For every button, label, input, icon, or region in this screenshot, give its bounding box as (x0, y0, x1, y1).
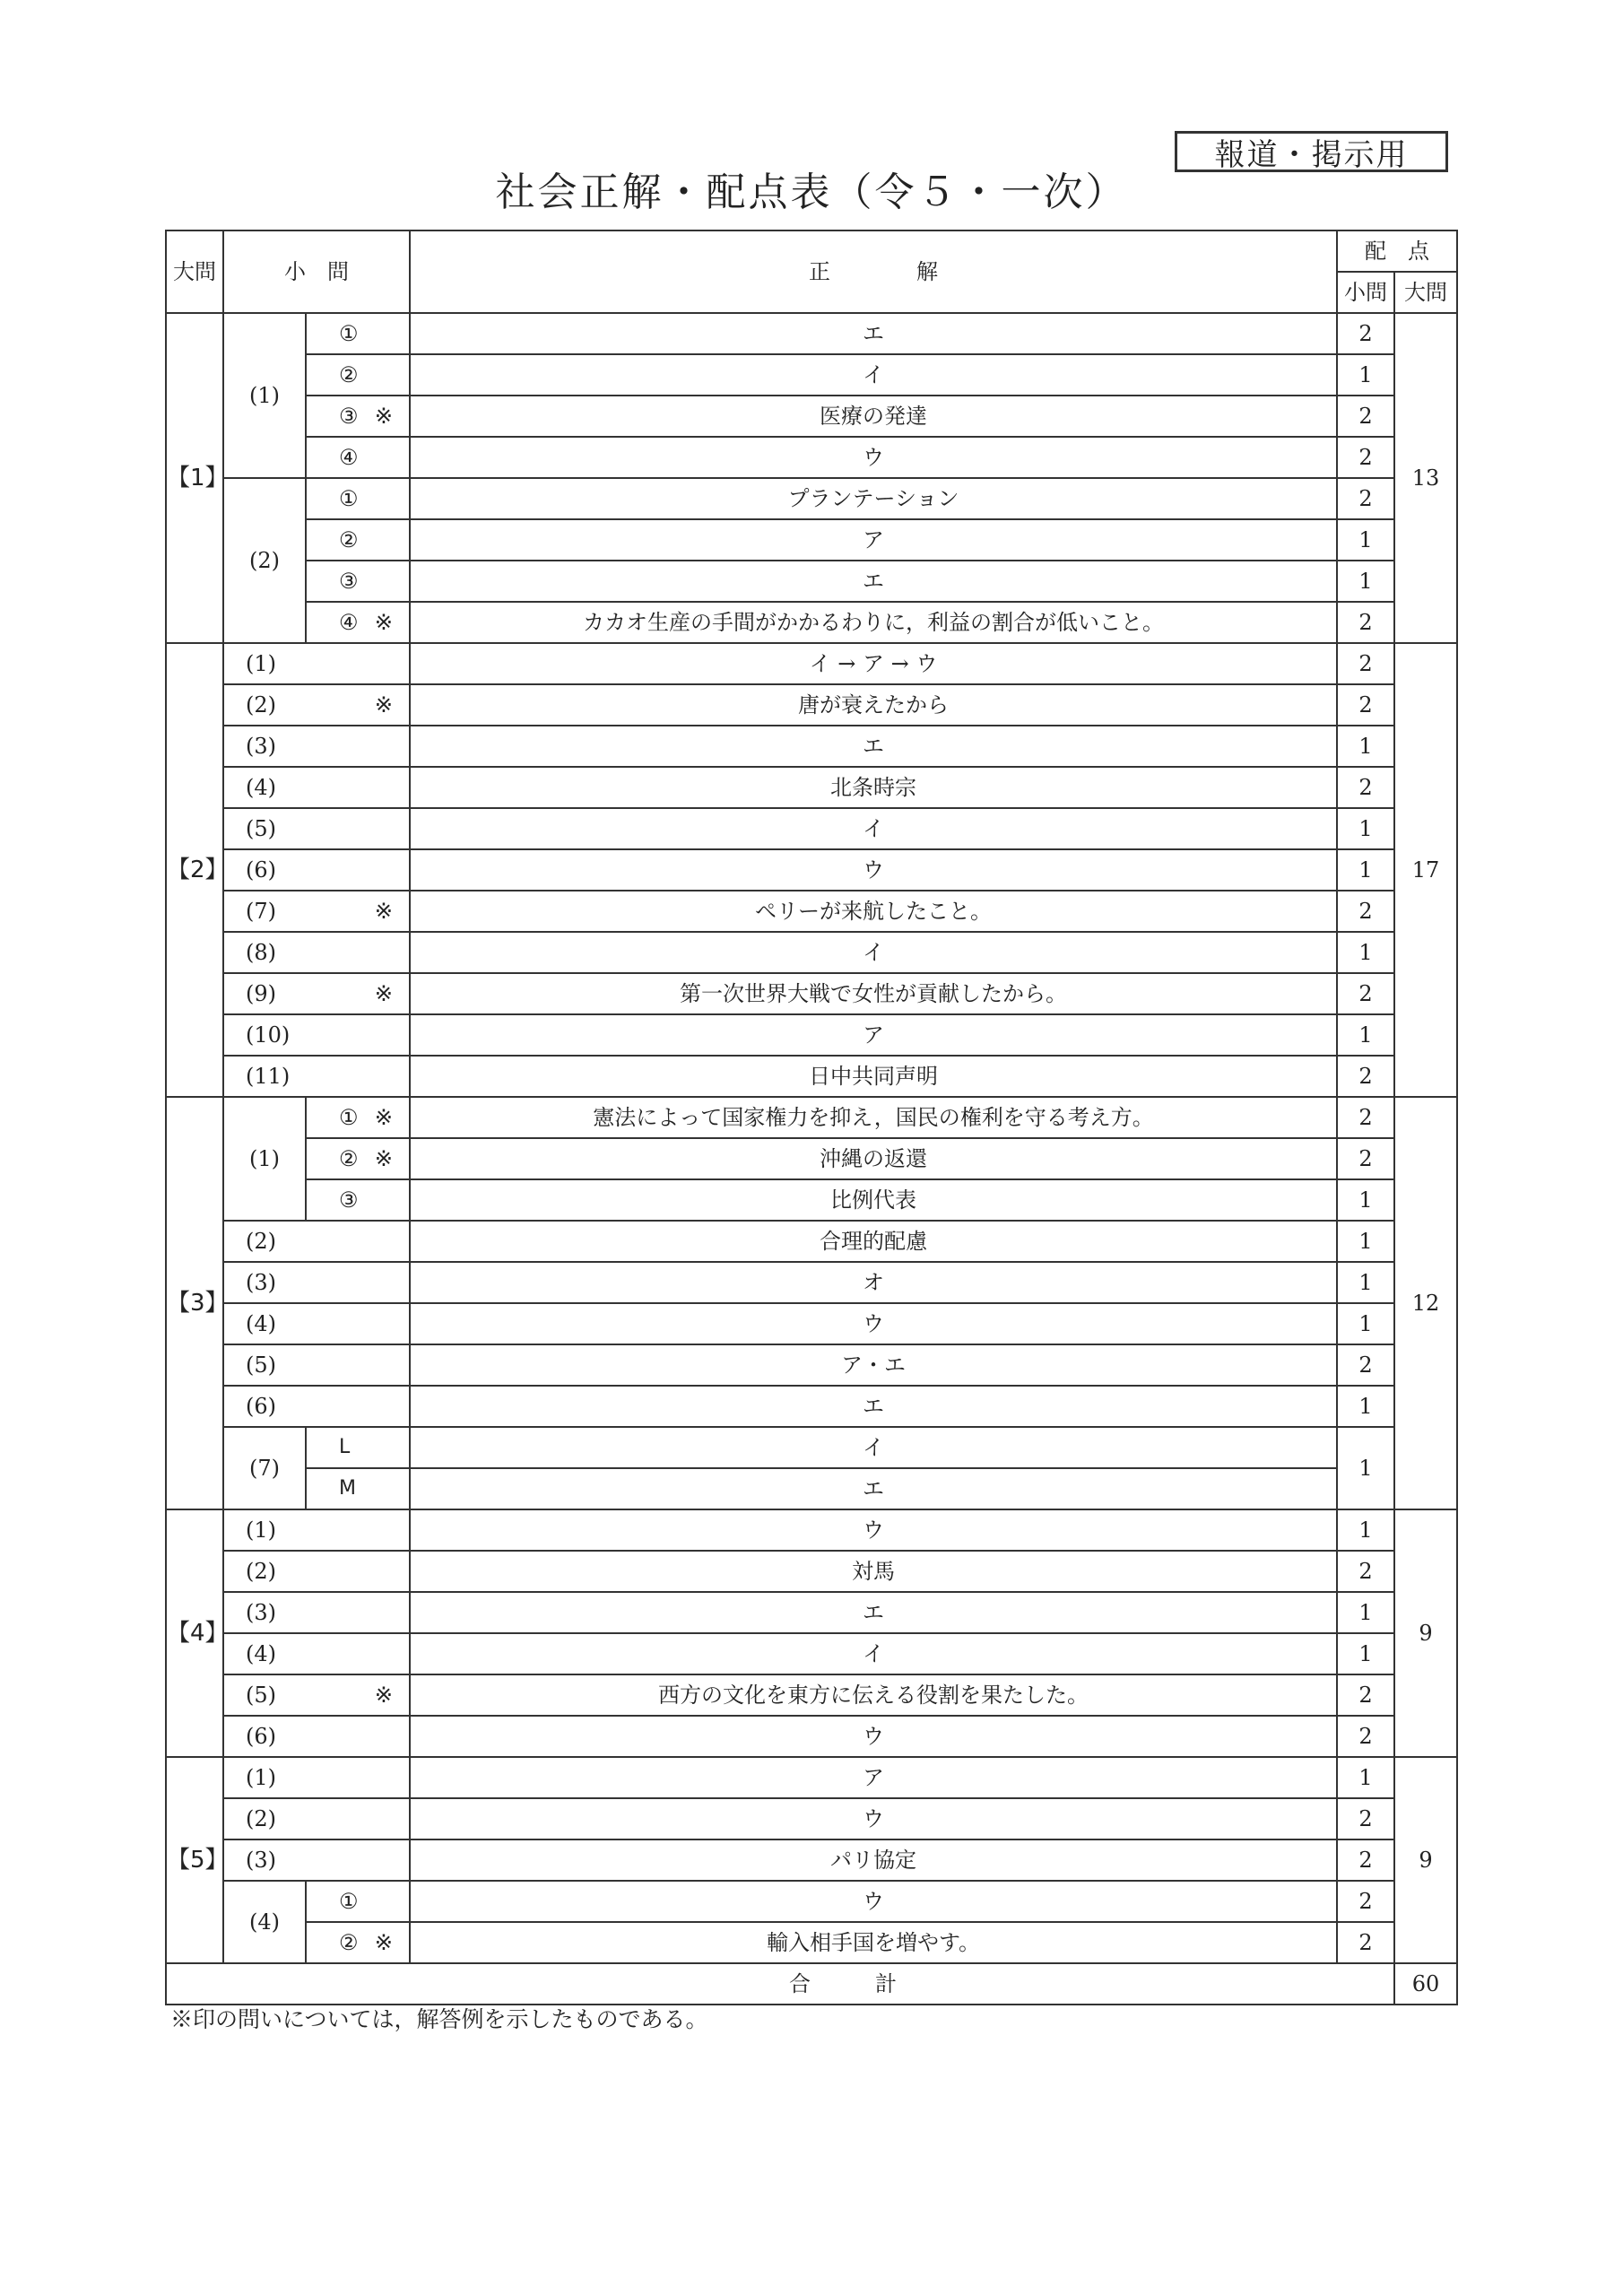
points-cell: 2 (1337, 684, 1394, 726)
sub-number: (5) (246, 1352, 276, 1378)
sub-cell (223, 808, 410, 849)
sub-cell (306, 354, 410, 396)
sub-cell (223, 726, 410, 767)
answer-cell: ウ (410, 1303, 1337, 1344)
sub-number: (3) (246, 1848, 276, 1873)
table-row (166, 1386, 1457, 1427)
points-cell: 1 (1337, 1014, 1394, 1056)
group-label: (2) (223, 478, 306, 643)
total-label: 合 計 (166, 1963, 1394, 2005)
sub-number: (1) (246, 1765, 276, 1790)
section-label: 【5】 (166, 1757, 223, 1963)
sub-number: (11) (246, 1064, 291, 1089)
answer-cell: 憲法によって国家権力を抑え，国民の権利を守る考え方。 (410, 1097, 1337, 1138)
points-cell: 2 (1337, 396, 1394, 437)
sub-cell (223, 767, 410, 808)
answer-cell: 対馬 (410, 1551, 1337, 1592)
answer-cell: ア (410, 1014, 1337, 1056)
points-cell: 2 (1337, 767, 1394, 808)
answer-cell: 西方の文化を東方に伝える役割を果たした。 (410, 1674, 1337, 1716)
points-cell: 1 (1337, 849, 1394, 891)
points-cell: 2 (1337, 1344, 1394, 1386)
table-row (166, 767, 1457, 808)
section-total: 12 (1394, 1097, 1457, 1509)
points-cell: 1 (1337, 1592, 1394, 1633)
sub-number: ② (339, 362, 359, 387)
sub-cell (306, 437, 410, 478)
example-mark: ※ (374, 899, 393, 924)
answer-cell: 合理的配慮 (410, 1221, 1337, 1262)
table-row (166, 354, 1457, 396)
sub-number: (9) (246, 981, 276, 1006)
points-cell: 2 (1337, 1551, 1394, 1592)
table-row (166, 849, 1457, 891)
example-mark: ※ (374, 1105, 393, 1130)
sub-cell (223, 643, 410, 684)
sub-cell (223, 1262, 410, 1303)
answer-cell: 比例代表 (410, 1179, 1337, 1221)
points-cell: 1 (1337, 1509, 1394, 1551)
section-total: 9 (1394, 1509, 1457, 1757)
sub-number: (2) (246, 1559, 276, 1584)
sub-number: (2) (246, 1229, 276, 1254)
points-cell: 1 (1337, 932, 1394, 973)
answer-cell: エ (410, 1386, 1337, 1427)
points-cell: 2 (1337, 1716, 1394, 1757)
sub-cell (306, 396, 410, 437)
page-title: 社会正解・配点表（令５・一次） (495, 170, 1128, 215)
sub-number: (2) (246, 1806, 276, 1831)
answer-cell: ウ (410, 1716, 1337, 1757)
points-cell: 2 (1337, 1097, 1394, 1138)
points-cell: 2 (1337, 1674, 1394, 1716)
answer-cell: 唐が衰えたから (410, 684, 1337, 726)
table-row (166, 478, 1457, 519)
table-row (166, 1592, 1457, 1633)
sub-number: (4) (246, 1641, 276, 1666)
sub-cell (223, 1344, 410, 1386)
answer-cell: カカオ生産の手間がかかるわりに，利益の割合が低いこと。 (410, 602, 1337, 643)
answer-cell: ア・エ (410, 1344, 1337, 1386)
points-cell: 1 (1337, 561, 1394, 602)
sub-cell (223, 1633, 410, 1674)
table-row (166, 1262, 1457, 1303)
header-row (166, 230, 1457, 272)
section-label: 【2】 (166, 643, 223, 1097)
sub-cell (223, 1674, 410, 1716)
answer-cell: イ (410, 1427, 1337, 1468)
points-cell: 2 (1337, 891, 1394, 932)
table-row (166, 1757, 1457, 1798)
table-row (166, 1097, 1457, 1138)
sub-number: ③ (339, 569, 359, 594)
sub-number: ③ (339, 404, 359, 429)
sub-cell (223, 1592, 410, 1633)
sub-cell (223, 1303, 410, 1344)
answer-cell: 沖縄の返還 (410, 1138, 1337, 1179)
table-row (166, 891, 1457, 932)
table-row (166, 1179, 1457, 1221)
points-cell: 1 (1337, 726, 1394, 767)
sub-cell (306, 1179, 410, 1221)
sub-number: (5) (246, 1683, 276, 1708)
sub-cell (306, 478, 410, 519)
points-cell: 2 (1337, 1056, 1394, 1097)
table-row (166, 1056, 1457, 1097)
sub-cell (223, 1839, 410, 1881)
section-total: 17 (1394, 643, 1457, 1097)
sub-cell (223, 1757, 410, 1798)
sub-cell (306, 602, 410, 643)
table-row (166, 808, 1457, 849)
points-cell: 1 (1337, 1427, 1394, 1509)
sub-number: (1) (246, 1518, 276, 1543)
answer-cell: イ (410, 354, 1337, 396)
table-row (166, 1344, 1457, 1386)
answer-cell: エ (410, 561, 1337, 602)
answer-cell: イ (410, 932, 1337, 973)
sub-cell-l (306, 1427, 410, 1468)
group-label: (1) (223, 1097, 306, 1221)
table-row (166, 1716, 1457, 1757)
header-daimon-pts: 大問 (1394, 272, 1457, 313)
table-row (166, 1674, 1457, 1716)
sub-number: (1) (246, 651, 276, 676)
points-cell: 2 (1337, 437, 1394, 478)
sub-number: ④ (339, 610, 359, 635)
example-mark: ※ (374, 1146, 393, 1171)
sub-cell (223, 1386, 410, 1427)
points-cell: 2 (1337, 1138, 1394, 1179)
points-cell: 1 (1337, 1221, 1394, 1262)
sub-number: ① (339, 1889, 359, 1914)
table-row (166, 1303, 1457, 1344)
points-cell: 2 (1337, 1881, 1394, 1922)
table-row (166, 1881, 1457, 1922)
sub-cell (223, 891, 410, 932)
example-mark: ※ (374, 404, 393, 429)
section-label: 【3】 (166, 1097, 223, 1509)
header-seikai: 正 解 (410, 230, 1337, 313)
table-row (166, 1551, 1457, 1592)
points-cell: 2 (1337, 1922, 1394, 1963)
example-mark: ※ (374, 692, 393, 718)
answer-cell: イ (410, 808, 1337, 849)
sub-cell (306, 313, 410, 354)
answer-cell: 輸入相手国を増やす。 (410, 1922, 1337, 1963)
sub-number: (4) (246, 1311, 276, 1336)
sub-number: ② (339, 1930, 359, 1955)
table-row (166, 1014, 1457, 1056)
sub-cell (223, 1551, 410, 1592)
sub-cell (306, 1881, 410, 1922)
points-cell: 1 (1337, 519, 1394, 561)
sub-cell (306, 1097, 410, 1138)
example-mark: ※ (374, 1930, 393, 1955)
sub-cell (223, 1221, 410, 1262)
points-cell: 2 (1337, 313, 1394, 354)
group-label: (1) (223, 313, 306, 478)
points-cell: 1 (1337, 1179, 1394, 1221)
sub-number: ④ (339, 445, 359, 470)
sub-cell (223, 932, 410, 973)
table-row (166, 1633, 1457, 1674)
table-row (166, 519, 1457, 561)
sub-cell (306, 1138, 410, 1179)
points-cell: 1 (1337, 1262, 1394, 1303)
answer-cell: 第一次世界大戦で女性が貢献したから。 (410, 973, 1337, 1014)
sub-number: (3) (246, 734, 276, 759)
answer-cell: ペリーが来航したこと。 (410, 891, 1337, 932)
points-cell: 2 (1337, 1798, 1394, 1839)
header-haiten: 配 点 (1337, 230, 1457, 272)
table-row (166, 396, 1457, 437)
sub-cell (223, 973, 410, 1014)
sub-number: ① (339, 1105, 359, 1130)
sub-number: (5) (246, 816, 276, 841)
table-row (166, 1468, 1457, 1509)
answer-cell: ウ (410, 437, 1337, 478)
answer-cell: 医療の発達 (410, 396, 1337, 437)
sub-number: (6) (246, 857, 276, 883)
points-cell: 1 (1337, 808, 1394, 849)
sub-cell (306, 561, 410, 602)
sub-cell (223, 1056, 410, 1097)
sub-number: (4) (246, 775, 276, 800)
points-cell: 1 (1337, 1303, 1394, 1344)
points-cell: 1 (1337, 354, 1394, 396)
points-cell: 2 (1337, 478, 1394, 519)
header-shomon: 小 問 (223, 230, 410, 313)
example-mark: ※ (374, 981, 393, 1006)
sub-cell (223, 1014, 410, 1056)
sub-letter: M (339, 1477, 356, 1500)
group-label: (4) (223, 1881, 306, 1963)
sub-number: ② (339, 1146, 359, 1171)
points-cell: 2 (1337, 973, 1394, 1014)
answer-cell: オ (410, 1262, 1337, 1303)
sub-number: (8) (246, 940, 276, 965)
answer-cell: ウ (410, 1881, 1337, 1922)
sub-number: (10) (246, 1022, 291, 1048)
sub-cell (306, 519, 410, 561)
sub-cell-m (306, 1468, 410, 1509)
sub-number: (2) (246, 692, 276, 718)
sub-number: (3) (246, 1600, 276, 1625)
answer-cell: ウ (410, 1509, 1337, 1551)
distribution-badge: 報道・掲示用 (1175, 131, 1448, 172)
table-row (166, 1221, 1457, 1262)
table-row (166, 684, 1457, 726)
table-row (166, 1922, 1457, 1963)
points-cell: 2 (1337, 1839, 1394, 1881)
sub-cell (223, 1798, 410, 1839)
table-row (166, 1138, 1457, 1179)
answer-cell: プランテーション (410, 478, 1337, 519)
section-total: 9 (1394, 1757, 1457, 1963)
footnote: ※印の問いについては，解答例を示したものである。 (170, 2006, 708, 2032)
sub-number: (6) (246, 1394, 276, 1419)
table-row (166, 973, 1457, 1014)
sub-cell (223, 1509, 410, 1551)
section-total: 13 (1394, 313, 1457, 643)
points-cell: 1 (1337, 1633, 1394, 1674)
answer-cell: 日中共同声明 (410, 1056, 1337, 1097)
answer-cell: イ (410, 1633, 1337, 1674)
sub-number: (6) (246, 1724, 276, 1749)
sub-number: ① (339, 486, 359, 511)
table-row (166, 1509, 1457, 1551)
section-label: 【4】 (166, 1509, 223, 1757)
answer-cell: エ (410, 726, 1337, 767)
table-row (166, 602, 1457, 643)
table-row (166, 561, 1457, 602)
table-row (166, 643, 1457, 684)
sub-number: (3) (246, 1270, 276, 1295)
sub-number: ② (339, 527, 359, 552)
points-cell: 2 (1337, 643, 1394, 684)
table-row (166, 1798, 1457, 1839)
table-row (166, 932, 1457, 973)
sub-cell (223, 684, 410, 726)
table-row (166, 1427, 1457, 1468)
sub-number: ① (339, 321, 359, 346)
table-row (166, 437, 1457, 478)
answer-cell: ア (410, 1757, 1337, 1798)
points-cell: 2 (1337, 602, 1394, 643)
total-row (166, 1963, 1457, 2005)
answer-cell: エ (410, 313, 1337, 354)
sub-cell (223, 849, 410, 891)
group-label: (7) (223, 1427, 306, 1509)
table-row (166, 1839, 1457, 1881)
answer-cell: ウ (410, 849, 1337, 891)
total-value: 60 (1394, 1963, 1457, 2005)
header-daimon: 大問 (166, 230, 223, 313)
answer-cell: エ (410, 1592, 1337, 1633)
sub-number: (7) (246, 899, 276, 924)
points-cell: 1 (1337, 1386, 1394, 1427)
answer-cell: エ (410, 1468, 1337, 1509)
section-label: 【1】 (166, 313, 223, 643)
sub-cell (223, 1716, 410, 1757)
sub-number: ③ (339, 1187, 359, 1213)
sub-letter: L (339, 1436, 351, 1458)
answer-cell: 北条時宗 (410, 767, 1337, 808)
example-mark: ※ (374, 610, 393, 635)
table-row (166, 726, 1457, 767)
score-table (165, 230, 1458, 2005)
answer-cell: イ → ア → ウ (410, 643, 1337, 684)
header-shomon-pts: 小問 (1337, 272, 1394, 313)
points-cell: 1 (1337, 1757, 1394, 1798)
answer-cell: ウ (410, 1798, 1337, 1839)
answer-cell: パリ協定 (410, 1839, 1337, 1881)
table-row (166, 313, 1457, 354)
answer-cell: ア (410, 519, 1337, 561)
example-mark: ※ (374, 1683, 393, 1708)
sub-cell (306, 1922, 410, 1963)
